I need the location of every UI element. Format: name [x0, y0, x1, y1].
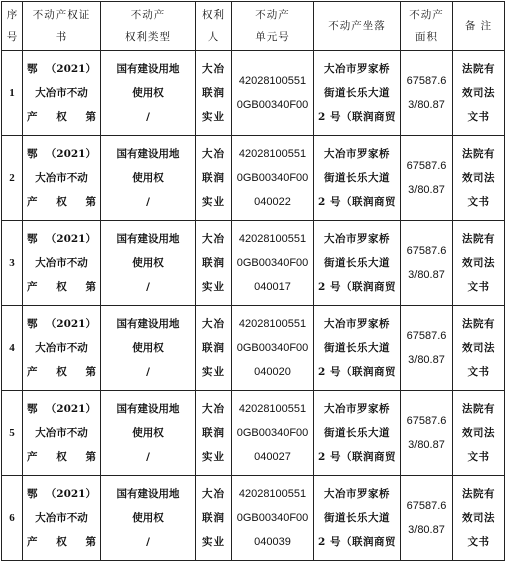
cell-right-type: 国有建设用地 使用权 / [101, 221, 196, 306]
cell-right-type: 国有建设用地 使用权 / [101, 476, 196, 561]
header-note: 备 注 [453, 2, 505, 51]
cell-note: 法院有 效司法 文书 [453, 136, 505, 221]
header-holder: 权利 人 [196, 2, 232, 51]
cert-line-2: 大冶市不动 [35, 87, 88, 99]
cell-cert [23, 221, 101, 306]
row-number: 1 [9, 87, 15, 99]
table-row [2, 221, 505, 306]
cell-area: 67587.6 3/80.87 [401, 476, 453, 561]
cell-cert [23, 476, 101, 561]
cell-cert [23, 136, 101, 221]
row-number: 3 [9, 257, 15, 269]
table-row [2, 51, 505, 136]
row-number: 5 [9, 427, 15, 439]
cert-line-2: 大冶市不动 [35, 342, 88, 354]
header-seq: 序 号 [2, 2, 23, 51]
cell-cert [23, 306, 101, 391]
cell-location: 大冶市罗家桥 街道长乐大道 2 号（联润商贸 [314, 476, 401, 561]
cell-unit-number: 42028100551 0GB00340F00 040022 [232, 136, 314, 221]
cell-seq [2, 476, 23, 561]
table-row [2, 391, 505, 476]
cell-right-type: 国有建设用地 使用权 / [101, 51, 196, 136]
cert-line-1: 鄂 （2021） [27, 233, 96, 245]
cell-holder: 大冶 联润 实业 [196, 51, 232, 136]
cert-line-1: 鄂 （2021） [27, 148, 96, 160]
cell-unit-number: 42028100551 0GB00340F00 040039 [232, 476, 314, 561]
cell-unit-number: 42028100551 0GB00340F00 040017 [232, 221, 314, 306]
cert-line-3: 产 权 第 [27, 536, 96, 548]
row-number: 2 [9, 172, 15, 184]
cert-line-2: 大冶市不动 [35, 427, 88, 439]
cell-location: 大冶市罗家桥 街道长乐大道 2 号（联润商贸 [314, 306, 401, 391]
cert-line-3: 产 权 第 [27, 111, 96, 123]
cell-unit-number: 42028100551 0GB00340F00 040027 [232, 391, 314, 476]
table-row [2, 306, 505, 391]
header-type: 不动产 权利类型 [101, 2, 196, 51]
cert-line-3: 产 权 第 [27, 366, 96, 378]
header-area: 不动产 面积 [401, 2, 453, 51]
cert-line-2: 大冶市不动 [35, 257, 88, 269]
row-number: 6 [9, 512, 15, 524]
cell-unit-number: 42028100551 0GB00340F00 040020 [232, 306, 314, 391]
cell-note: 法院有 效司法 文书 [453, 51, 505, 136]
header-unit: 不动产 单元号 [232, 2, 314, 51]
cert-line-1: 鄂 （2021） [27, 318, 96, 330]
cell-area: 67587.6 3/80.87 [401, 221, 453, 306]
cert-line-3: 产 权 第 [27, 196, 96, 208]
cell-holder: 大冶 联润 实业 [196, 306, 232, 391]
property-table [1, 1, 505, 561]
cell-cert [23, 51, 101, 136]
cell-cert [23, 391, 101, 476]
cell-seq [2, 221, 23, 306]
header-cert: 不动产权证 书 [23, 2, 101, 51]
cell-note: 法院有 效司法 文书 [453, 221, 505, 306]
cell-right-type: 国有建设用地 使用权 / [101, 136, 196, 221]
header-location: 不动产坐落 [314, 2, 401, 51]
cell-location: 大冶市罗家桥 街道长乐大道 2 号（联润商贸 [314, 136, 401, 221]
cert-line-2: 大冶市不动 [35, 172, 88, 184]
cell-location: 大冶市罗家桥 街道长乐大道 2 号（联润商贸 [314, 391, 401, 476]
cell-holder: 大冶 联润 实业 [196, 391, 232, 476]
cell-seq [2, 51, 23, 136]
cell-seq [2, 136, 23, 221]
row-number: 4 [9, 342, 15, 354]
cell-note: 法院有 效司法 文书 [453, 306, 505, 391]
cert-line-1: 鄂 （2021） [27, 63, 96, 75]
cell-seq [2, 306, 23, 391]
cert-line-2: 大冶市不动 [35, 512, 88, 524]
cell-area: 67587.6 3/80.87 [401, 51, 453, 136]
header-row [2, 2, 505, 51]
table-row [2, 476, 505, 561]
cell-location: 大冶市罗家桥 街道长乐大道 2 号（联润商贸 [314, 51, 401, 136]
cell-holder: 大冶 联润 实业 [196, 221, 232, 306]
cell-right-type: 国有建设用地 使用权 / [101, 306, 196, 391]
cell-seq [2, 391, 23, 476]
cert-line-1: 鄂 （2021） [27, 403, 96, 415]
table-row [2, 136, 505, 221]
cell-unit-number: 42028100551 0GB00340F00 [232, 51, 314, 136]
cell-location: 大冶市罗家桥 街道长乐大道 2 号（联润商贸 [314, 221, 401, 306]
cert-line-1: 鄂 （2021） [27, 488, 96, 500]
cell-holder: 大冶 联润 实业 [196, 136, 232, 221]
cell-note: 法院有 效司法 文书 [453, 391, 505, 476]
cell-note: 法院有 效司法 文书 [453, 476, 505, 561]
cell-area: 67587.6 3/80.87 [401, 136, 453, 221]
cell-area: 67587.6 3/80.87 [401, 391, 453, 476]
cert-line-3: 产 权 第 [27, 451, 96, 463]
cell-area: 67587.6 3/80.87 [401, 306, 453, 391]
cell-right-type: 国有建设用地 使用权 / [101, 391, 196, 476]
cert-line-3: 产 权 第 [27, 281, 96, 293]
cell-holder: 大冶 联润 实业 [196, 476, 232, 561]
